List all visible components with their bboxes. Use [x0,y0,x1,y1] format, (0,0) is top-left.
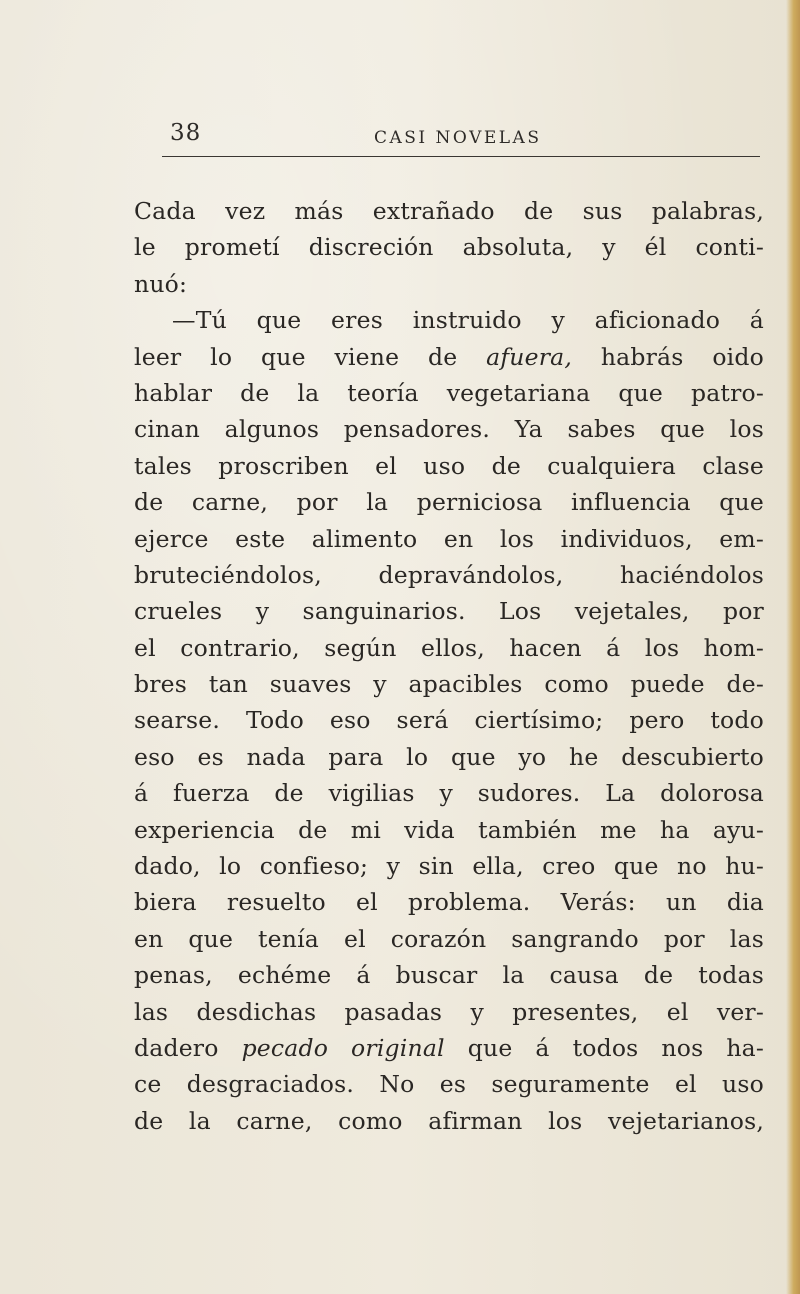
text-run: habrás oido [572,342,764,371]
text-line: de carne, por la perniciosa influencia que [134,488,764,517]
body-text [134,193,764,1139]
text-line: Cada vez más extrañado de sus palabras, [134,197,764,225]
text-line [134,339,764,375]
text-line: le prometí discreción absoluta, y él conti- [134,233,764,262]
text-line: eso es nada para lo que yo he descubierto [134,742,764,771]
page-header [162,118,760,158]
text-run: leer lo que viene de [134,342,487,371]
text-line [134,1030,764,1066]
text-line: bres tan suaves y apacibles como puede de- [134,670,764,699]
text-line: —Tú que eres instruido y aficionado á [172,306,764,335]
page-number: 38 [170,120,202,146]
text-line: el contrario, según ellos, hacen á los hom- [134,633,764,662]
running-title: CASI NOVELAS [374,128,542,148]
text-line: hablar de la teoría vegetariana que patro- [134,378,764,407]
text-line: cinan algunos pensadores. Ya sabes que los [134,415,764,444]
text-line: bruteciéndolos, depravándolos, haciéndolos [134,560,764,589]
text-line: de la carne, como afirman los vejetarianos, [134,1106,764,1135]
text-run: que á todos nos ha- [444,1033,765,1062]
text-line: ce desgraciados. No es seguramente el uso [134,1070,764,1099]
text-line: las desdichas pasadas y presentes, el ver- [134,997,764,1026]
italic-word: afuera, [486,342,573,371]
header-rule [162,156,760,157]
text-line: penas, echéme á buscar la causa de todas [134,961,764,990]
text-line: á fuerza de vigilias y sudores. La dolorosa [134,779,764,808]
text-line: dado, lo confieso; y sin ella, creo que no hu- [134,852,764,881]
text-line: tales proscriben el uso de cualquiera clase [134,451,764,480]
text-line: nuó: [134,269,188,298]
italic-phrase: pecado original [241,1033,445,1062]
text-line: biera resuelto el problema. Verás: un dia [134,888,764,917]
page-edge [786,0,800,1294]
text-line: en que tenía el corazón sangrando por las [134,924,764,953]
text-line: crueles y sanguinarios. Los vejetales, por [134,597,764,626]
text-line: experiencia de mi vida también me ha ayu- [134,815,764,844]
text-run: dadero [134,1033,242,1062]
text-line: ejerce este alimento en los individuos, em- [134,524,764,553]
text-line: searse. Todo eso será ciertísimo; pero todo [134,706,764,735]
